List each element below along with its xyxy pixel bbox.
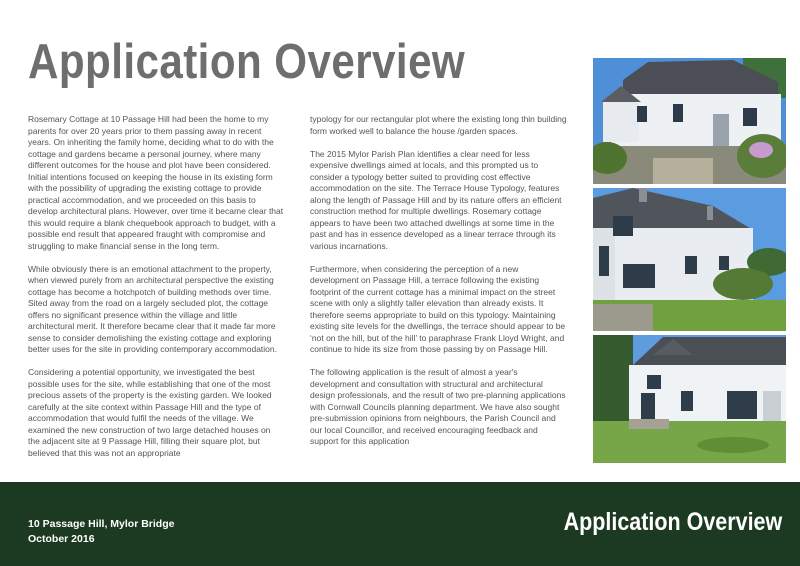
page-title: Application Overview: [28, 35, 466, 89]
text-column-right: [310, 114, 568, 459]
cottage-photo-rear: [593, 335, 786, 463]
paragraph: Rosemary Cottage at 10 Passage Hill had been the home to my parents for over 20 years prior to them passing away in recent years. On inheriting the family home, deciding what to do with the cottage and gardens became a personal journey, where many different outcomes for the house and plot have been considered. Initial intentions focused on keeping the house in its existing form with the possibility of upgrading the existing cottage to provide practical accommodation, and we proceeded on this basis to develop architectural plans. However, over time it became clear that this would require a blank chequebook approach to budget, with a possible end result that appeared fraught with compromise and struggling to make financial sense in the long term.: [28, 114, 284, 251]
cottage-photo-lawn: [593, 188, 786, 331]
footer-date: October 2016: [28, 533, 95, 545]
paragraph: typology for our rectangular plot where the existing long thin building form worked well to balance the house /garden spaces.: [310, 114, 567, 136]
footer-address-block: [28, 517, 174, 547]
paragraph: The following application is the result of almost a year's development and consultation with structural and architectural design professionals, and the result of two pre-planning applications with Cornwall Councils planning department. We have also sought pre-submission opinions from neighbours, the Parish Council and our local Councillor, and received encouraging feedback and support for this application: [310, 367, 566, 446]
text-column-left: [28, 114, 284, 471]
paragraph: Considering a potential opportunity, we investigated the best possible uses for the site, while establishing that one of the most precious assets of the property is the existing garden. We looked carefully at the site context within Passage Hill and the type of accommodation that would fulfil the needs of the village. We examined the new construction of two large detached houses on the adjacent site at 9 Passage Hill, filling their square plot, but believed that this was not an appropriate: [28, 367, 272, 458]
paragraph: The 2015 Mylor Parish Plan identifies a clear need for less expensive dwellings aimed at locals, and this prompted us to consider a typology better suited to providing cost effective accommodation on the site. The Terrace House Typology, features along the length of Passage Hill and by its nature offers an efficient construction method for multiple dwellings. Rosemary cottage appears to have been two attached dwellings at some time in the past and has in essence developed as a linear terrace through its various incarnations.: [310, 148, 562, 251]
paragraph: While obviously there is an emotional attachment to the property, when viewed purely from an architectural perspective the existing cottage has become a hotchpotch of building methods over time. Sited away from the road on a largely secluded plot, the cottage offers no significant presence within the village and little architectural merit. It therefore became clear that it made far more sense to consider demolishing the existing cottage and exploring better uses for the site in providing contemporary accommodation.: [28, 263, 277, 354]
paragraph: Furthermore, when considering the perception of a new development on Passage Hill, a terrace following the existing footprint of the current cottage has a minimal impact on the street scene with only a slightly taller elevation than already exists. It therefore seems appropriate to build on this typology. Maintaining existing site levels for the dwellings, the terrace should appear to be ‘not on the hill, but of the hill’ to paraphrase Frank Lloyd Wright, and continue to hide its size from those passing by on Passage Hill.: [310, 263, 566, 354]
cottage-photo-front: [593, 58, 786, 184]
footer-address: 10 Passage Hill, Mylor Bridge: [28, 518, 175, 530]
footer-title: Application Overview: [563, 508, 782, 536]
